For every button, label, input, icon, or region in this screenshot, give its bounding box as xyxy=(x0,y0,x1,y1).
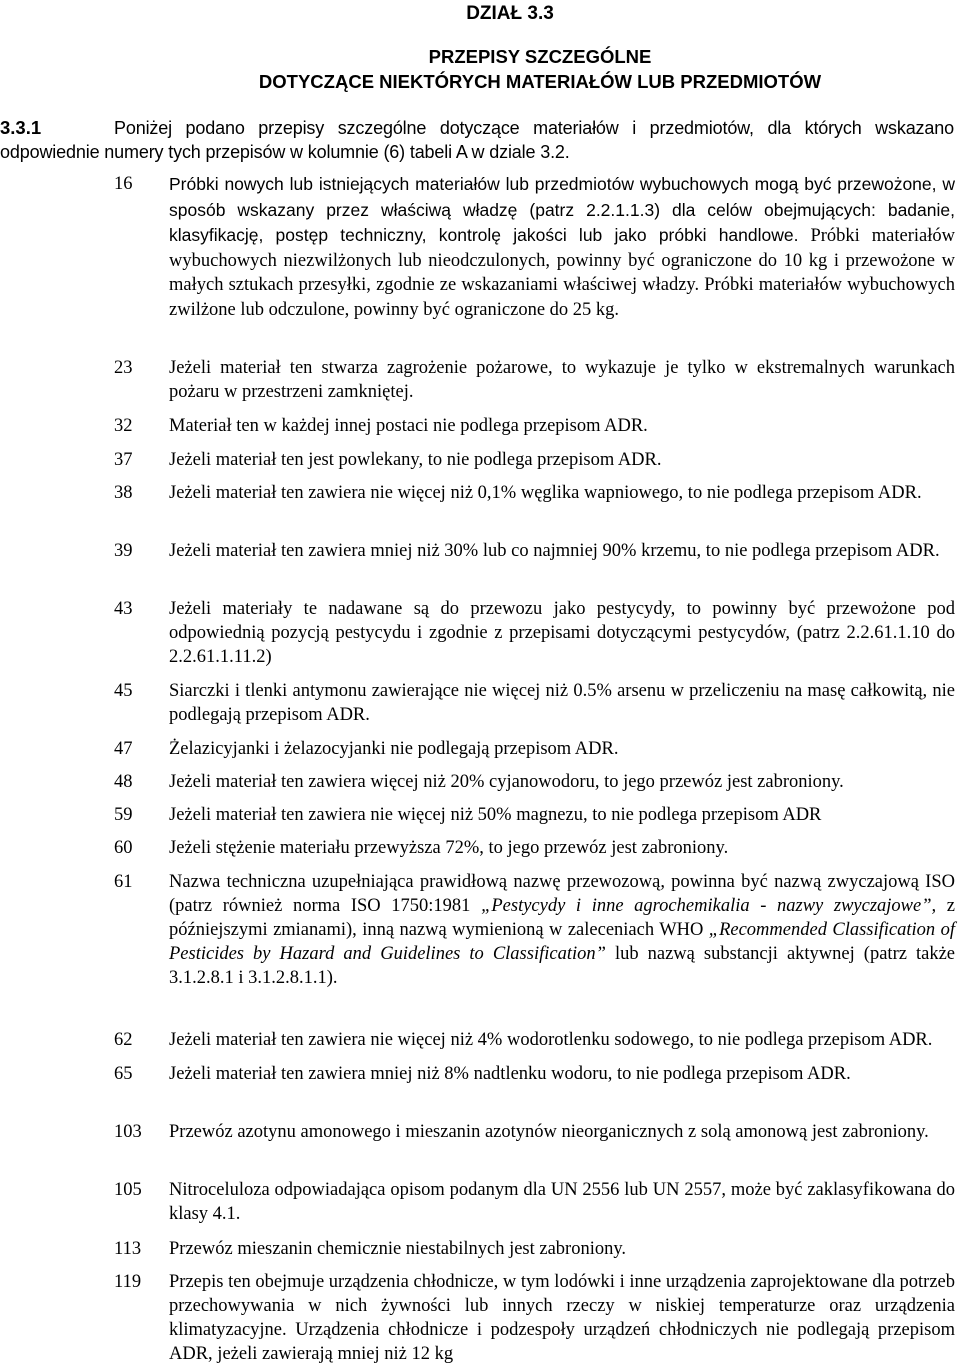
provision-number: 59 xyxy=(114,805,133,825)
provision-text-part: z późniejszymi zmianami), inną nazwą wymienioną w zaleceniach WHO xyxy=(169,896,955,940)
provision-text: Żelazicyjanki i żelazocyjanki nie podlegają przepisom ADR. xyxy=(169,739,619,759)
provision-61 xyxy=(0,870,960,990)
provision-text: Jeżeli materiały te nadawane są do przewozu jako pestycydy, to powinny być przewożone pod odpowiednią pozycją pestycydu i zgodnie z przepisami dotyczącymi pestycydów, (patrz 2.2.61.1.10 do 2.2.61.1.11.2) xyxy=(169,599,955,667)
provision-32 xyxy=(0,414,960,438)
provision-38 xyxy=(0,481,960,505)
provision-text-part: Próbki nowych lub istniejących materiałów lub przedmiotów wybuchowych mogą być przewożone, w sposób wskazany przez właściwą władzę (patrz 2.2.1.1.3) dla celów obejmujących: badanie, klasyfikację, postęp techniczny, kontrolę jakości lub jako próbki handlowe. xyxy=(169,174,955,246)
provision-text: Jeżeli stężenie materiału przewyższa 72%, to jego przewóz jest zabroniony. xyxy=(169,838,729,858)
iso-standard-title: „Pestycydy i inne agrochemikalia - nazwy zwyczajowe”, xyxy=(481,896,937,916)
provision-number: 113 xyxy=(114,1239,142,1259)
provision-47 xyxy=(0,737,960,761)
provision-text-part: Nazwa techniczna uzupełniająca prawidłową nazwę przewozową, powinna być nazwą zwyczajową ISO (patrz również norma ISO 1750:1981 xyxy=(169,872,955,916)
provision-number: 38 xyxy=(114,483,133,503)
provision-number: 62 xyxy=(114,1030,133,1050)
intro-paragraph-number: 3.3.1 xyxy=(0,117,42,138)
provision-text: Przewóz mieszanin chemicznie niestabilnych jest zabroniony. xyxy=(169,1239,627,1259)
who-publication-title: „Recommended Classification of Pesticides by Hazard and Guidelines to Classification” xyxy=(169,920,955,964)
provision-text-part: lub nazwą substancji aktywnej (patrz także 3.1.2.8.1 i 3.1.2.8.1.1). xyxy=(169,944,956,988)
provision-text: Przewóz azotynu amonowego i mieszanin azotynów nieorganicznych z solą amonową jest zabroniony. xyxy=(169,1122,929,1142)
provision-text: Jeżeli materiał ten jest powlekany, to nie podlega przepisom ADR. xyxy=(169,450,662,470)
intro-paragraph xyxy=(0,116,960,164)
provision-number: 37 xyxy=(114,450,133,470)
provision-text: Jeżeli materiał ten zawiera nie więcej niż 4% wodorotlenku sodowego, to nie podlega przepisom ADR. xyxy=(169,1030,933,1050)
provision-text: Przepis ten obejmuje urządzenia chłodnicze, w tym lodówki i inne urządzenia zaprojektowane dla potrzeb przechowywania w nich żywności lub innych rzeczy w niskiej temperaturze oraz urządzenia klimatyzacyjne. Urządzenia chłodnicze i podzespoły urządzeń chłodniczych nie podlegają przepisom ADR, jeżeli zawierają mniej niż 12 kg xyxy=(169,1272,955,1364)
provision-119 xyxy=(0,1270,960,1366)
provision-text: Jeżeli materiał ten stwarza zagrożenie pożarowe, to wykazuje je tylko w ekstremalnych warunkach pożaru w przestrzeni zamkniętej. xyxy=(169,358,955,402)
provision-number: 32 xyxy=(114,416,133,436)
provision-number: 43 xyxy=(114,599,133,619)
provision-text: Materiał ten w każdej innej postaci nie podlega przepisom ADR. xyxy=(169,416,648,436)
provision-text: Jeżeli materiał ten zawiera mniej niż 8% nadtlenku wodoru, to nie podlega przepisom ADR. xyxy=(169,1064,851,1084)
provision-48 xyxy=(0,770,960,794)
provision-number: 119 xyxy=(114,1272,142,1292)
intro-paragraph-text: Poniżej podano przepisy szczególne dotyczące materiałów i przedmiotów, dla których wskazano odpowiednie numery tych przepisów w kolumnie (6) tabeli A w dziale 3.2. xyxy=(0,118,954,162)
provision-number: 103 xyxy=(114,1122,142,1142)
provision-number: 16 xyxy=(114,174,133,194)
provision-text: Jeżeli materiał ten zawiera nie więcej niż 0,1% węglika wapniowego, to nie podlega przepisom ADR. xyxy=(169,483,922,503)
provision-number: 61 xyxy=(114,872,133,892)
provision-number: 45 xyxy=(114,681,133,701)
provision-text: Jeżeli materiał ten zawiera nie więcej niż 50% magnezu, to nie podlega przepisom ADR xyxy=(169,805,822,825)
provision-37 xyxy=(0,448,960,472)
provision-text xyxy=(169,870,955,990)
provision-number: 47 xyxy=(114,739,133,759)
provision-number: 39 xyxy=(114,541,133,561)
provision-59 xyxy=(0,803,960,827)
provision-16 xyxy=(0,172,960,323)
section-title-line-1: PRZEPISY SZCZEGÓLNE xyxy=(428,46,652,67)
provision-number: 23 xyxy=(114,358,133,378)
provision-65 xyxy=(0,1062,960,1086)
provision-text: Siarczki i tlenki antymonu zawierające nie więcej niż 0.5% arsenu w przeliczeniu na masę całkowitą, nie podlegają przepisom ADR. xyxy=(169,681,955,725)
provision-text: Jeżeli materiał ten zawiera mniej niż 30% lub co najmniej 90% krzemu, to nie podlega przepisom ADR. xyxy=(169,541,940,561)
provision-text: Nitroceluloza odpowiadająca opisom podanym dla UN 2556 lub UN 2557, może być zaklasyfikowana do klasy 4.1. xyxy=(169,1180,955,1224)
provision-text: Jeżeli materiał ten zawiera więcej niż 20% cyjanowodoru, to jego przewóz jest zabroniony. xyxy=(169,772,844,792)
section-number-heading: DZIAŁ 3.3 xyxy=(466,3,554,24)
section-title-line-2: DOTYCZĄCE NIEKTÓRYCH MATERIAŁÓW LUB PRZEDMIOTÓW xyxy=(258,71,822,92)
provision-113 xyxy=(0,1237,960,1261)
provision-39 xyxy=(0,539,960,563)
provision-43 xyxy=(0,597,960,669)
provision-number: 60 xyxy=(114,838,133,858)
provision-number: 65 xyxy=(114,1064,133,1084)
provision-105 xyxy=(0,1178,960,1226)
provision-text xyxy=(169,172,955,323)
provision-number: 48 xyxy=(114,772,133,792)
provision-62 xyxy=(0,1028,960,1052)
provision-103 xyxy=(0,1120,960,1144)
provision-text-part: Próbki materiałów wybuchowych niezwilżonych lub nieodczulonych, powinny być ograniczone do 10 kg i przewożone w małych sztukach przesyłki, zgodnie ze wskazaniami właściwej władzy. Próbki materiałów wybuchowych zwilżone lub odczulone, powinny być ograniczone do 25 kg. xyxy=(169,226,955,320)
provision-number: 105 xyxy=(114,1180,142,1200)
provision-45 xyxy=(0,679,960,727)
provision-23 xyxy=(0,356,960,404)
provision-60 xyxy=(0,836,960,860)
